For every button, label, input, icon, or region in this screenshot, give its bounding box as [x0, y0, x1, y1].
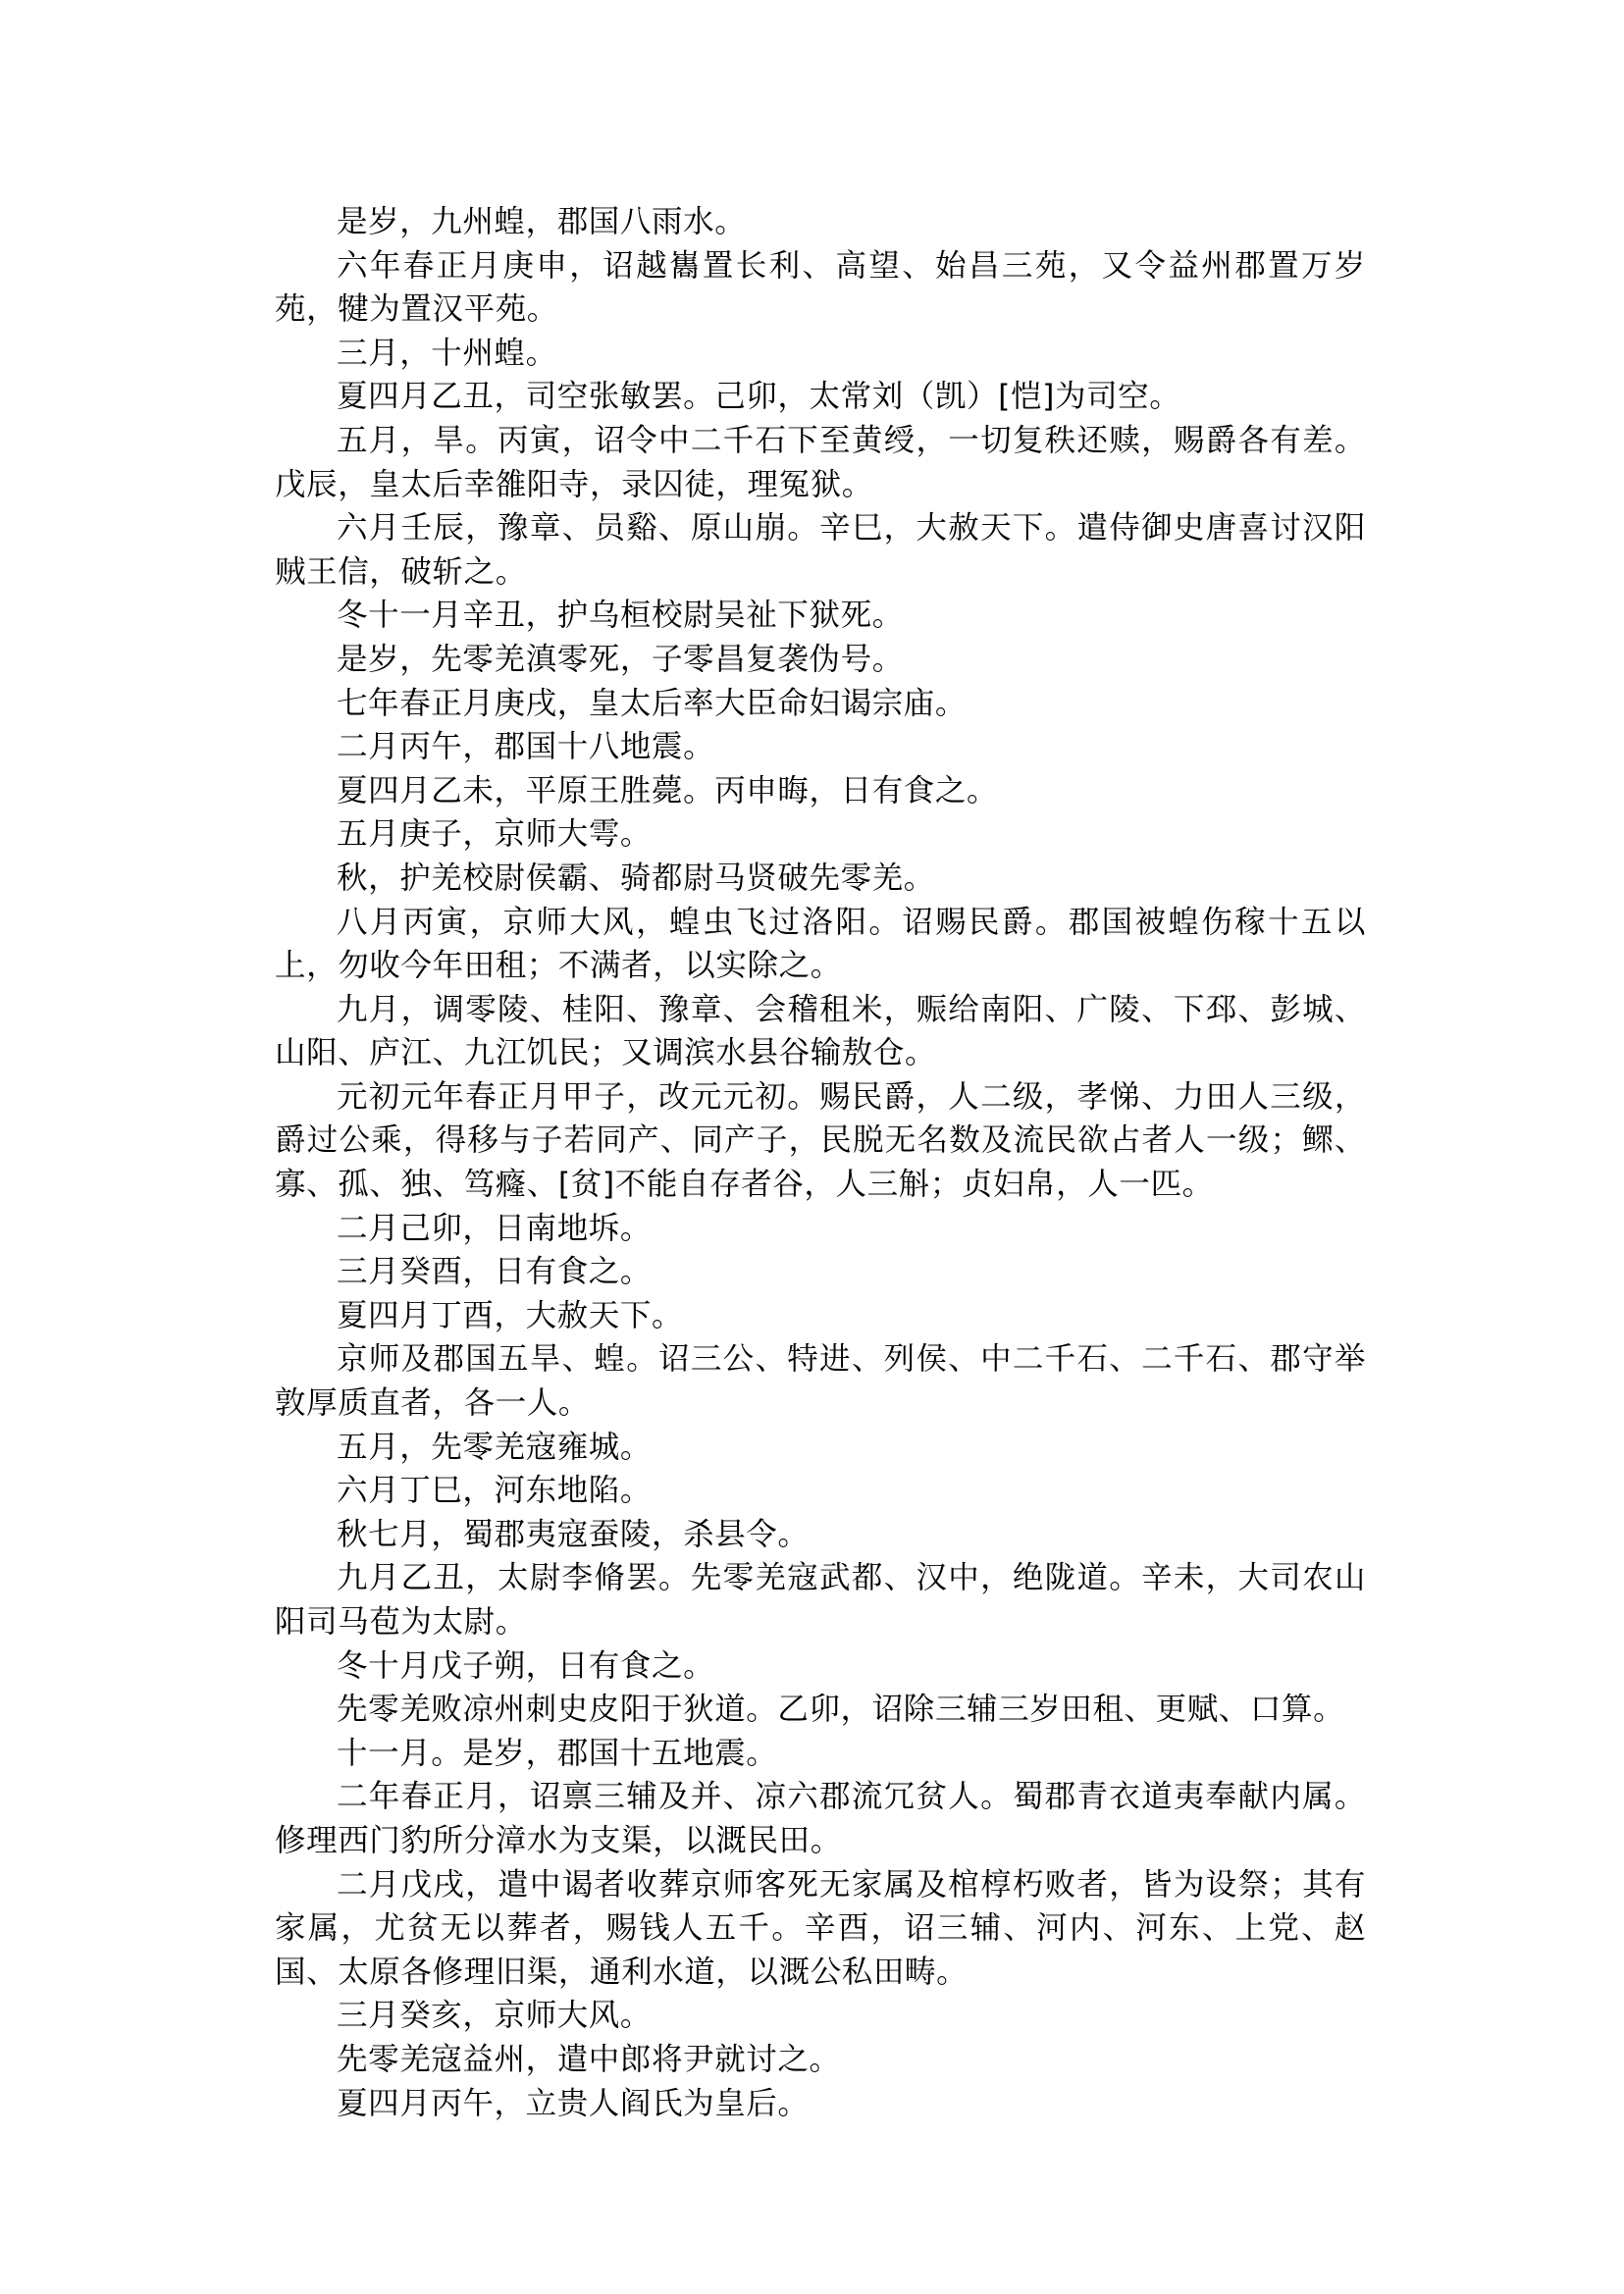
paragraph: 七年春正月庚戌，皇太后率大臣命妇谒宗庙。 — [337, 685, 968, 721]
paragraph: 先零羌败凉州刺史皮阳于狄道。乙卯，诏除三辅三岁田租、更赋、口算。 — [337, 1692, 1345, 1728]
paragraph: 五月，旱。丙寅，诏令中二千石下至黄绶，一切复秩还赎，赐爵各有差。戊辰，皇太后幸雒阳寺，录囚徒，理冤狱。 — [275, 422, 1366, 502]
paragraph: 冬十月戊子朔，日有食之。 — [337, 1647, 715, 1684]
paragraph: 夏四月丙午，立贵人阎氏为皇后。 — [337, 2085, 810, 2121]
paragraph: 十一月。是岁，郡国十五地震。 — [337, 1735, 778, 1771]
paragraph: 六月壬辰，豫章、员谿、原山崩。辛巳，大赦天下。遣侍御史唐喜讨汉阳贼王信，破斩之。 — [275, 510, 1366, 590]
paragraph: 是岁，先零羌滇零死，子零昌复袭伪号。 — [337, 641, 904, 677]
paragraph: 夏四月丁酉，大赦天下。 — [337, 1297, 684, 1333]
document-body — [275, 200, 1366, 2125]
paragraph: 三月癸亥，京师大风。 — [337, 1998, 653, 2034]
paragraph: 九月，调零陵、桂阳、豫章、会稽租米，赈给南阳、广陵、下邳、彭城、山阳、庐江、九江饥民；又调滨水县谷输敖仓。 — [275, 991, 1366, 1071]
paragraph: 五月，先零羌寇雍城。 — [337, 1429, 653, 1465]
paragraph: 六年春正月庚申，诏越巂置长利、高望、始昌三苑，又令益州郡置万岁苑，犍为置汉平苑。 — [275, 247, 1366, 328]
paragraph: 六月丁巳，河东地陷。 — [337, 1473, 653, 1509]
paragraph: 二月戊戌，遣中谒者收葬京师客死无家属及棺椁朽败者，皆为设祭；其有家属，尤贫无以葬者，赐钱人五千。辛酉，诏三辅、河内、河东、上党、赵国、太原各修理旧渠，通利水道，以溉公私田畴。 — [275, 1866, 1366, 1990]
paragraph: 秋，护羌校尉侯霸、骑都尉马贤破先零羌。 — [337, 860, 935, 896]
paragraph: 三月，十州蝗。 — [337, 335, 557, 371]
paragraph: 八月丙寅，京师大风，蝗虫飞过洛阳。诏赐民爵。郡国被蝗伤稼十五以上，勿收今年田租；不满者，以实除之。 — [275, 904, 1366, 984]
paragraph: 二月丙午，郡国十八地震。 — [337, 729, 715, 765]
paragraph: 冬十一月辛丑，护乌桓校尉吴祉下狱死。 — [337, 598, 904, 634]
paragraph: 秋七月，蜀郡夷寇蚕陵，杀县令。 — [337, 1516, 810, 1552]
paragraph: 夏四月乙丑，司空张敏罢。己卯，太常刘（凯）[恺]为司空。 — [337, 379, 1181, 415]
paragraph: 五月庚子，京师大雩。 — [337, 816, 653, 853]
paragraph: 是岁，九州蝗，郡国八雨水。 — [337, 204, 747, 239]
paragraph: 先零羌寇益州，遣中郎将尹就讨之。 — [337, 2041, 841, 2077]
paragraph: 二月己卯，日南地坼。 — [337, 1210, 653, 1246]
paragraph: 夏四月乙未，平原王胜薨。丙申晦，日有食之。 — [337, 772, 999, 808]
paragraph: 九月乙丑，太尉李脩罢。先零羌寇武都、汉中，绝陇道。辛未，大司农山阳司马苞为太尉。 — [275, 1560, 1366, 1640]
paragraph: 二年春正月，诏禀三辅及并、凉六郡流冗贫人。蜀郡青衣道夷奉献内属。修理西门豹所分漳水为支渠，以溉民田。 — [275, 1779, 1366, 1858]
paragraph: 元初元年春正月甲子，改元元初。赐民爵，人二级，孝悌、力田人三级，爵过公乘，得移与子若同产、同产子，民脱无名数及流民欲占者人一级；鳏、寡、孤、独、笃癃、[贫]不能自存者谷，人三斛；贞妇帛，人一匹。 — [275, 1078, 1366, 1203]
paragraph: 京师及郡国五旱、蝗。诏三公、特进、列侯、中二千石、二千石、郡守举敦厚质直者，各一人。 — [275, 1341, 1366, 1422]
paragraph: 三月癸酉，日有食之。 — [337, 1254, 653, 1290]
